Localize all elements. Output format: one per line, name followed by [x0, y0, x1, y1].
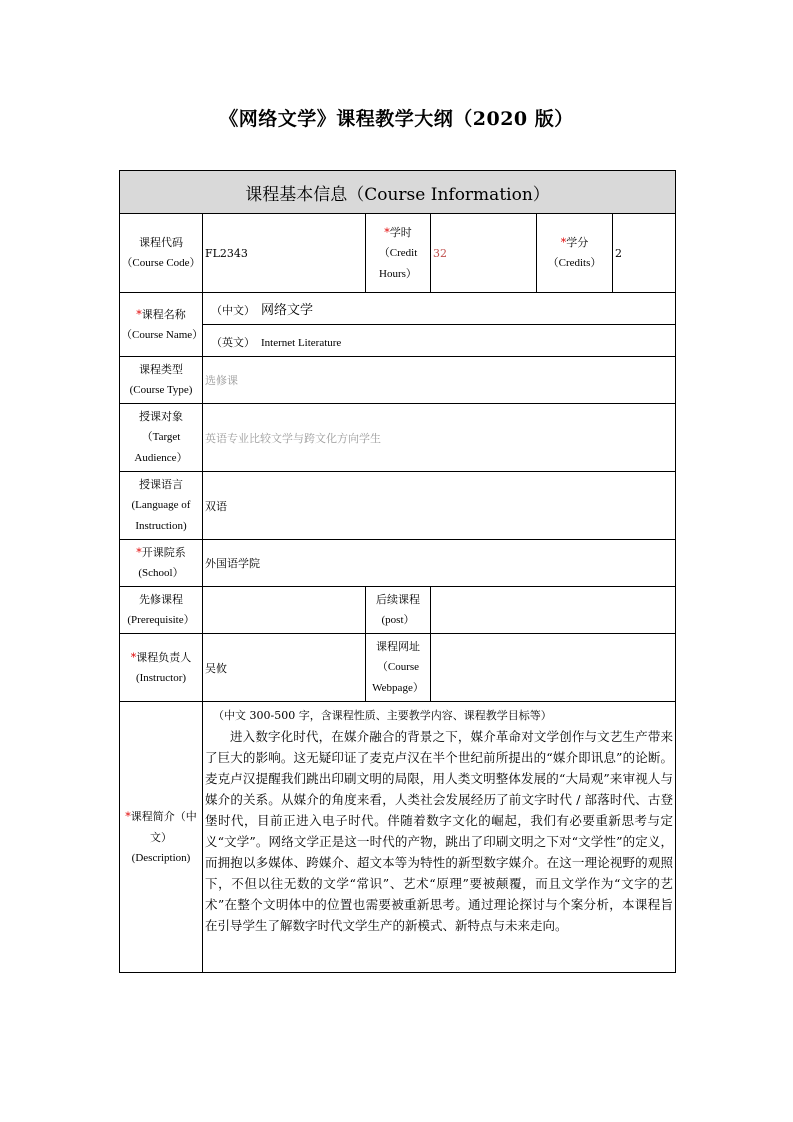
- school-label: *开课院系 (School）: [120, 540, 203, 587]
- target-audience-value: 英语专业比较文学与跨文化方向学生: [203, 404, 676, 472]
- credit-hours-label: *学时 （Credit Hours）: [366, 214, 431, 293]
- credit-hours-value: 32: [431, 214, 537, 293]
- course-type-value: 选修课: [203, 357, 676, 404]
- language-label: 授课语言 (Language of Instruction): [120, 472, 203, 540]
- school-value: 外国语学院: [203, 540, 676, 587]
- credits-value: 2: [613, 214, 676, 293]
- course-name-label: *课程名称 （Course Name）: [120, 293, 203, 357]
- post-course-value: [431, 587, 676, 634]
- instructor-label: *课程负责人 (Instructor): [120, 634, 203, 702]
- description-label: *课程简介（中文） (Description): [120, 702, 203, 973]
- table-header: 课程基本信息（Course Information）: [120, 171, 676, 214]
- course-name-en: （英文） Internet Literature: [203, 325, 676, 357]
- credits-label: *学分 （Credits）: [537, 214, 613, 293]
- instructor-value: 吴攸: [203, 634, 366, 702]
- description-content: [203, 702, 676, 973]
- post-course-label: 后续课程 (post）: [366, 587, 431, 634]
- target-audience-label: 授课对象 （Target Audience）: [120, 404, 203, 472]
- description-body: 进入数字化时代，在媒介融合的背景之下，媒介革命对文学创作与文艺生产带来了巨大的影响。这无疑印证了麦克卢汉在半个世纪前所提出的“媒介即讯息”的论断。麦克卢汉提醒我们跳出印刷文明的局限，用人类文明整体发展的“大局观”来审视人与媒介的关系。从媒介的角度来看，人类社会发展经历了前文字时代 / 部落时代、古登堡时代，目前正进入电子时代。伴随着数字文化的崛起，我们有必要重新思考与定义“文学”。网络文学正是这一时代的产物，跳出了印刷文明之下对“文学性”的定义，而拥抱以多媒体、跨媒介、超文本等为特性的新型数字媒介。在这一理论视野的观照下，不但以往无数的文学“常识”、艺术“原理”要被颠覆，而且文学作为“文字的艺术”在整个文明体中的位置也需要被重新思考。通过理论探讨与个案分析，本课程旨在引导学生了解数字时代文学生产的新模式、新特点与未来走向。: [205, 729, 673, 933]
- description-note: （中文 300-500 字，含课程性质、主要教学内容、课程教学目标等）: [213, 709, 552, 722]
- language-value: 双语: [203, 472, 676, 540]
- webpage-label: 课程网址 （Course Webpage）: [366, 634, 431, 702]
- course-code-label: 课程代码 （Course Code）: [120, 214, 203, 293]
- webpage-value: [431, 634, 676, 702]
- course-name-cn: （中文） 网络文学: [203, 293, 676, 325]
- course-info-table: [119, 170, 676, 973]
- course-code-value: FL2343: [203, 214, 366, 293]
- document-title: 《网络文学》课程教学大纲（2020 版）: [219, 108, 574, 130]
- course-type-label: 课程类型 (Course Type): [120, 357, 203, 404]
- prerequisite-label: 先修课程 (Prerequisite）: [120, 587, 203, 634]
- prerequisite-value: [203, 587, 366, 634]
